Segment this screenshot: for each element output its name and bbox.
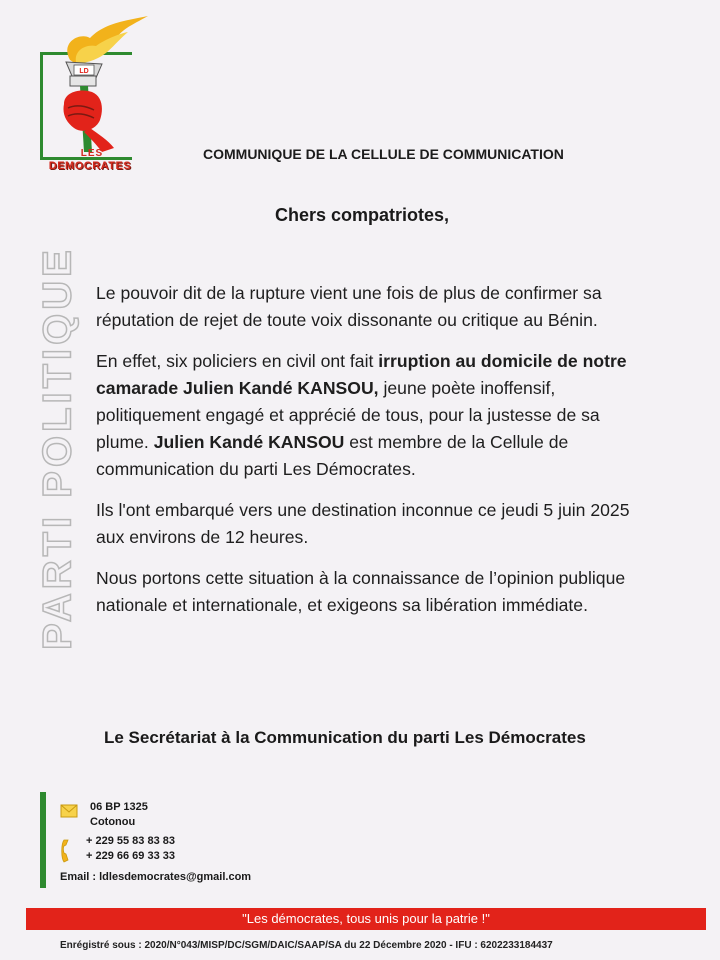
paragraph-1: Le pouvoir dit de la rupture vient une fois de plus de confirmer sa réputation de rejet de toute voix dissonante ou critique au Bénin. bbox=[96, 283, 602, 330]
logo-badge bbox=[30, 12, 150, 162]
logo-text-democrates: DEMOCRATES bbox=[48, 160, 132, 172]
slogan-band: "Les démocrates, tous unis pour la patrie !" bbox=[26, 908, 706, 930]
paragraph-2-bold: irruption au domicile de notre camarade Julien Kandé KANSOU, bbox=[96, 351, 627, 398]
paragraph-4: Nous portons cette situation à la connaissance de l’opinion publique nationale et internationale, et exigeons sa libération immédiate. bbox=[96, 568, 626, 615]
communique-title: COMMUNIQUE DE LA CELLULE DE COMMUNICATION bbox=[203, 146, 564, 162]
phone-2: + 229 66 69 33 33 bbox=[86, 850, 175, 862]
paragraph-2-text: En effet, six policiers en civil ont fait bbox=[96, 351, 379, 371]
phone-1: + 229 55 83 83 83 bbox=[86, 835, 175, 847]
svg-text:LD: LD bbox=[79, 68, 89, 75]
paragraph-2-text-end: est membre de la Cellule de communication du parti Les Démocrates. bbox=[96, 432, 569, 479]
mail-icon bbox=[60, 804, 78, 818]
paragraph-2-bold-name: Julien Kandé KANSOU bbox=[153, 432, 345, 452]
paragraph-3: Ils l'ont embarqué vers une destination inconnue ce jeudi 5 juin 2025 aux environs de 12 heures. bbox=[96, 500, 630, 547]
contact-accent-bar bbox=[40, 792, 46, 888]
email: Email : ldlesdemocrates@gmail.com bbox=[60, 871, 252, 883]
vertical-party-label: PARTI POLITIQUE bbox=[35, 246, 80, 650]
po-box: 06 BP 1325 bbox=[90, 801, 148, 813]
phone-numbers bbox=[86, 834, 175, 864]
postal-address bbox=[90, 800, 148, 830]
registration-footer: Enrégistré sous : 2020/N°043/MISP/DC/SGM/DAIC/SAAP/SA du 22 Décembre 2020 - IFU : 6202233184437 bbox=[60, 940, 553, 951]
signature: Le Secrétariat à la Communication du parti Les Démocrates bbox=[104, 728, 586, 747]
phone-icon bbox=[60, 838, 74, 864]
logo-text-les: LES bbox=[80, 148, 104, 159]
city: Cotonou bbox=[90, 816, 136, 828]
party-logo bbox=[30, 12, 150, 180]
paragraph-2-text-cont: jeune poète inoffensif, politiquement engagé et apprécié de tous, pour la justesse de sa plume. bbox=[96, 378, 600, 452]
salutation: Chers compatriotes, bbox=[275, 205, 450, 225]
paragraph-2 bbox=[96, 348, 656, 483]
letter-body bbox=[96, 280, 656, 633]
